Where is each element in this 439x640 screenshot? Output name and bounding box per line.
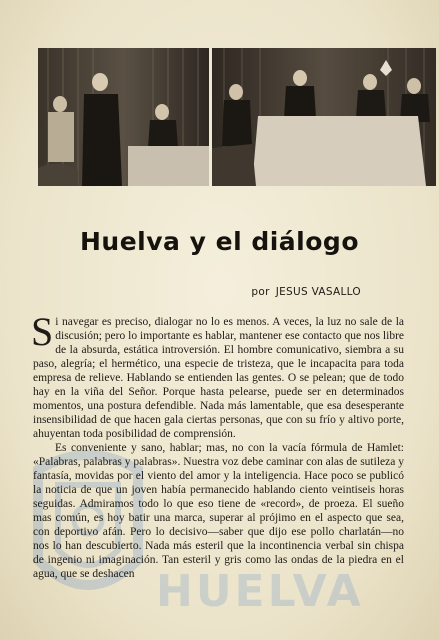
paragraph-2: Es conveniente y sano, hablar; mas, no con la vacía fórmula de Hamlet: «Palabras, palabras y palabras». Nuestra voz debe caminar con alas de sutileza y fantasía, movidas por el viento del amor y la inteligencia. Hace poco se publicó la noticia de que un joven había permanecido hablando ciento veintiseis horas seguidas. Admiramos todo lo que eso tiene de «record», de proeza. El sueño mas común, es hoy batir una marca, superar al prójimo en el aspecto que sea, con deportivo afán. Pero lo decisivo—saber que dijo ese pollo charlatán—no nos lo han descubierto. Nada más esteril que la incontinencia verbal sin chispa de ingenio ni imaginación. Tan esteril y gris como las ondas de la piedra en el agua, que se deshacen <box>33 442 404 580</box>
paragraph-1 <box>31 309 404 441</box>
byline <box>251 286 361 298</box>
byline-prefix: por <box>251 286 270 298</box>
paragraph-1-text: i navegar es preciso, dialogar no lo es menos. A veces, la luz no sale de la discusión; pero lo importante es hablar, mantener ese contacto que nos libre de la absurda, estática introversión. El hombre comunicativo, siembra a su paso, alegría; el hermético, una especie de tristeza, que le incapacita para toda empresa de relieve. Hablando se entienden las gentes. O se pelean; que de todo hay en la viña del Señor. Porque hasta pelearse, puede ser en determinados momentos, una postura defendible. Nada más lamentable, que esa desesperante insensibilidad de que hacen gala ciertas personas, que con su frío y altivo porte, ahuyentan toda posibilidad de comprensión. <box>33 316 404 440</box>
article-title: Huelva y el diálogo <box>80 227 359 256</box>
photo-strip <box>38 48 436 186</box>
photo-left <box>38 48 209 186</box>
author-name: JESUS VASALLO <box>275 286 361 298</box>
drop-cap: S <box>31 309 54 354</box>
huelva-watermark-text: HUELVA <box>156 566 364 617</box>
photo-right-image <box>212 48 436 186</box>
photo-right <box>212 48 436 186</box>
photo-left-image <box>38 48 209 186</box>
article-body <box>31 309 404 581</box>
